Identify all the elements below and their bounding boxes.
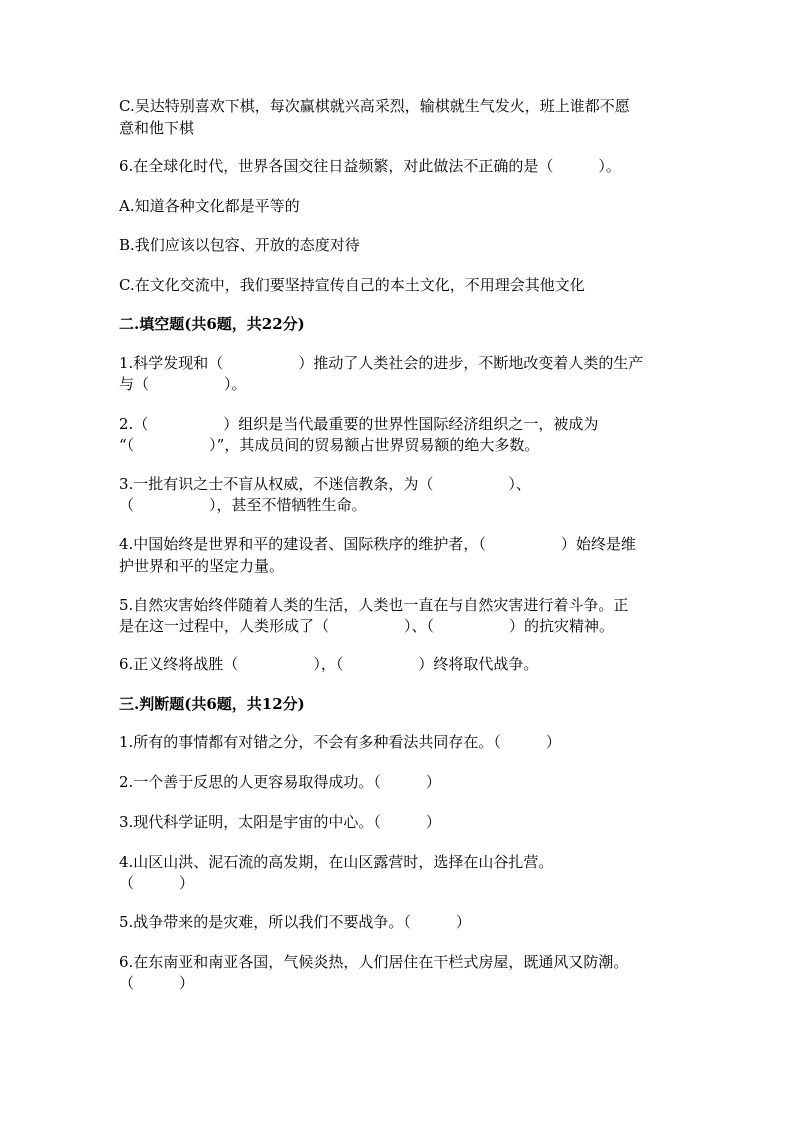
fill-question-5: 5.自然灾害始终伴随着人类的生活，人类也一直在与自然灾害进行着斗争。正 — [119, 596, 629, 614]
question-6-text: 6.在全球化时代，世界各国交往日益频繁，对此做法不正确的是（ ）。 — [119, 157, 621, 175]
fill-question-3: 3.一批有识之士不盲从权威，不迷信教条，为（ ）、 — [119, 475, 531, 493]
fill-question-1: 1.科学发现和（ ）推动了人类社会的进步，不断地改变着人类的生产 — [119, 354, 644, 372]
fill-question-1-continued: 与（ ）。 — [119, 375, 247, 393]
fill-question-4-continued: 护世界和平的坚定力量。 — [119, 557, 285, 575]
fill-question-2: 2.（ ）组织是当代最重要的世界性国际经济组织之一，被成为 — [119, 415, 599, 433]
fill-question-3-continued: （ ），甚至不惜牺牲生命。 — [119, 496, 367, 514]
fill-question-2-continued: “（ ）”，其成员间的贸易额占世界贸易额的绝大多数。 — [119, 436, 540, 454]
option-b-text: B.我们应该以包容、开放的态度对待 — [119, 236, 360, 254]
judge-question-6: 6.在东南亚和南亚各国，气候炎热，人们居住在干栏式房屋，既通风又防潮。 — [119, 953, 629, 971]
section-2-heading: 二.填空题(共6题，共22分) — [119, 315, 305, 333]
judge-question-6-answer: （ ） — [119, 974, 195, 992]
judge-question-1: 1.所有的事情都有对错之分，不会有多种看法共同存在。（ ） — [119, 733, 561, 751]
option-c-text: C.吴达特别喜欢下棋，每次赢棋就兴高采烈，输棋就生气发火，班上谁都不愿 — [119, 97, 630, 115]
judge-question-3: 3.现代科学证明，太阳是宇宙的中心。（ ） — [119, 813, 441, 831]
judge-question-5: 5.战争带来的是灾难，所以我们不要战争。（ ） — [119, 913, 471, 931]
judge-question-2: 2.一个善于反思的人更容易取得成功。（ ） — [119, 773, 441, 791]
fill-question-5-continued: 是在这一过程中，人类形成了（ ）、（ ）的抗灾精神。 — [119, 617, 615, 635]
fill-question-6: 6.正义终将战胜（ ），（ ）终将取代战争。 — [119, 655, 539, 673]
section-3-heading: 三.判断题(共6题，共12分) — [119, 695, 305, 713]
judge-question-4: 4.山区山洪、泥石流的高发期，在山区露营时，选择在山谷扎营。 — [119, 853, 554, 871]
option-a-text: A.知道各种文化都是平等的 — [119, 197, 300, 215]
judge-question-4-answer: （ ） — [119, 874, 195, 892]
fill-question-4: 4.中国始终是世界和平的建设者、国际秩序的维护者，（ ）始终是维 — [119, 535, 636, 553]
option-c-text-continued: 意和他下棋 — [119, 119, 195, 137]
option-c2-text: C.在文化交流中，我们要坚持宣传自己的本土文化，不用理会其他文化 — [119, 276, 585, 294]
